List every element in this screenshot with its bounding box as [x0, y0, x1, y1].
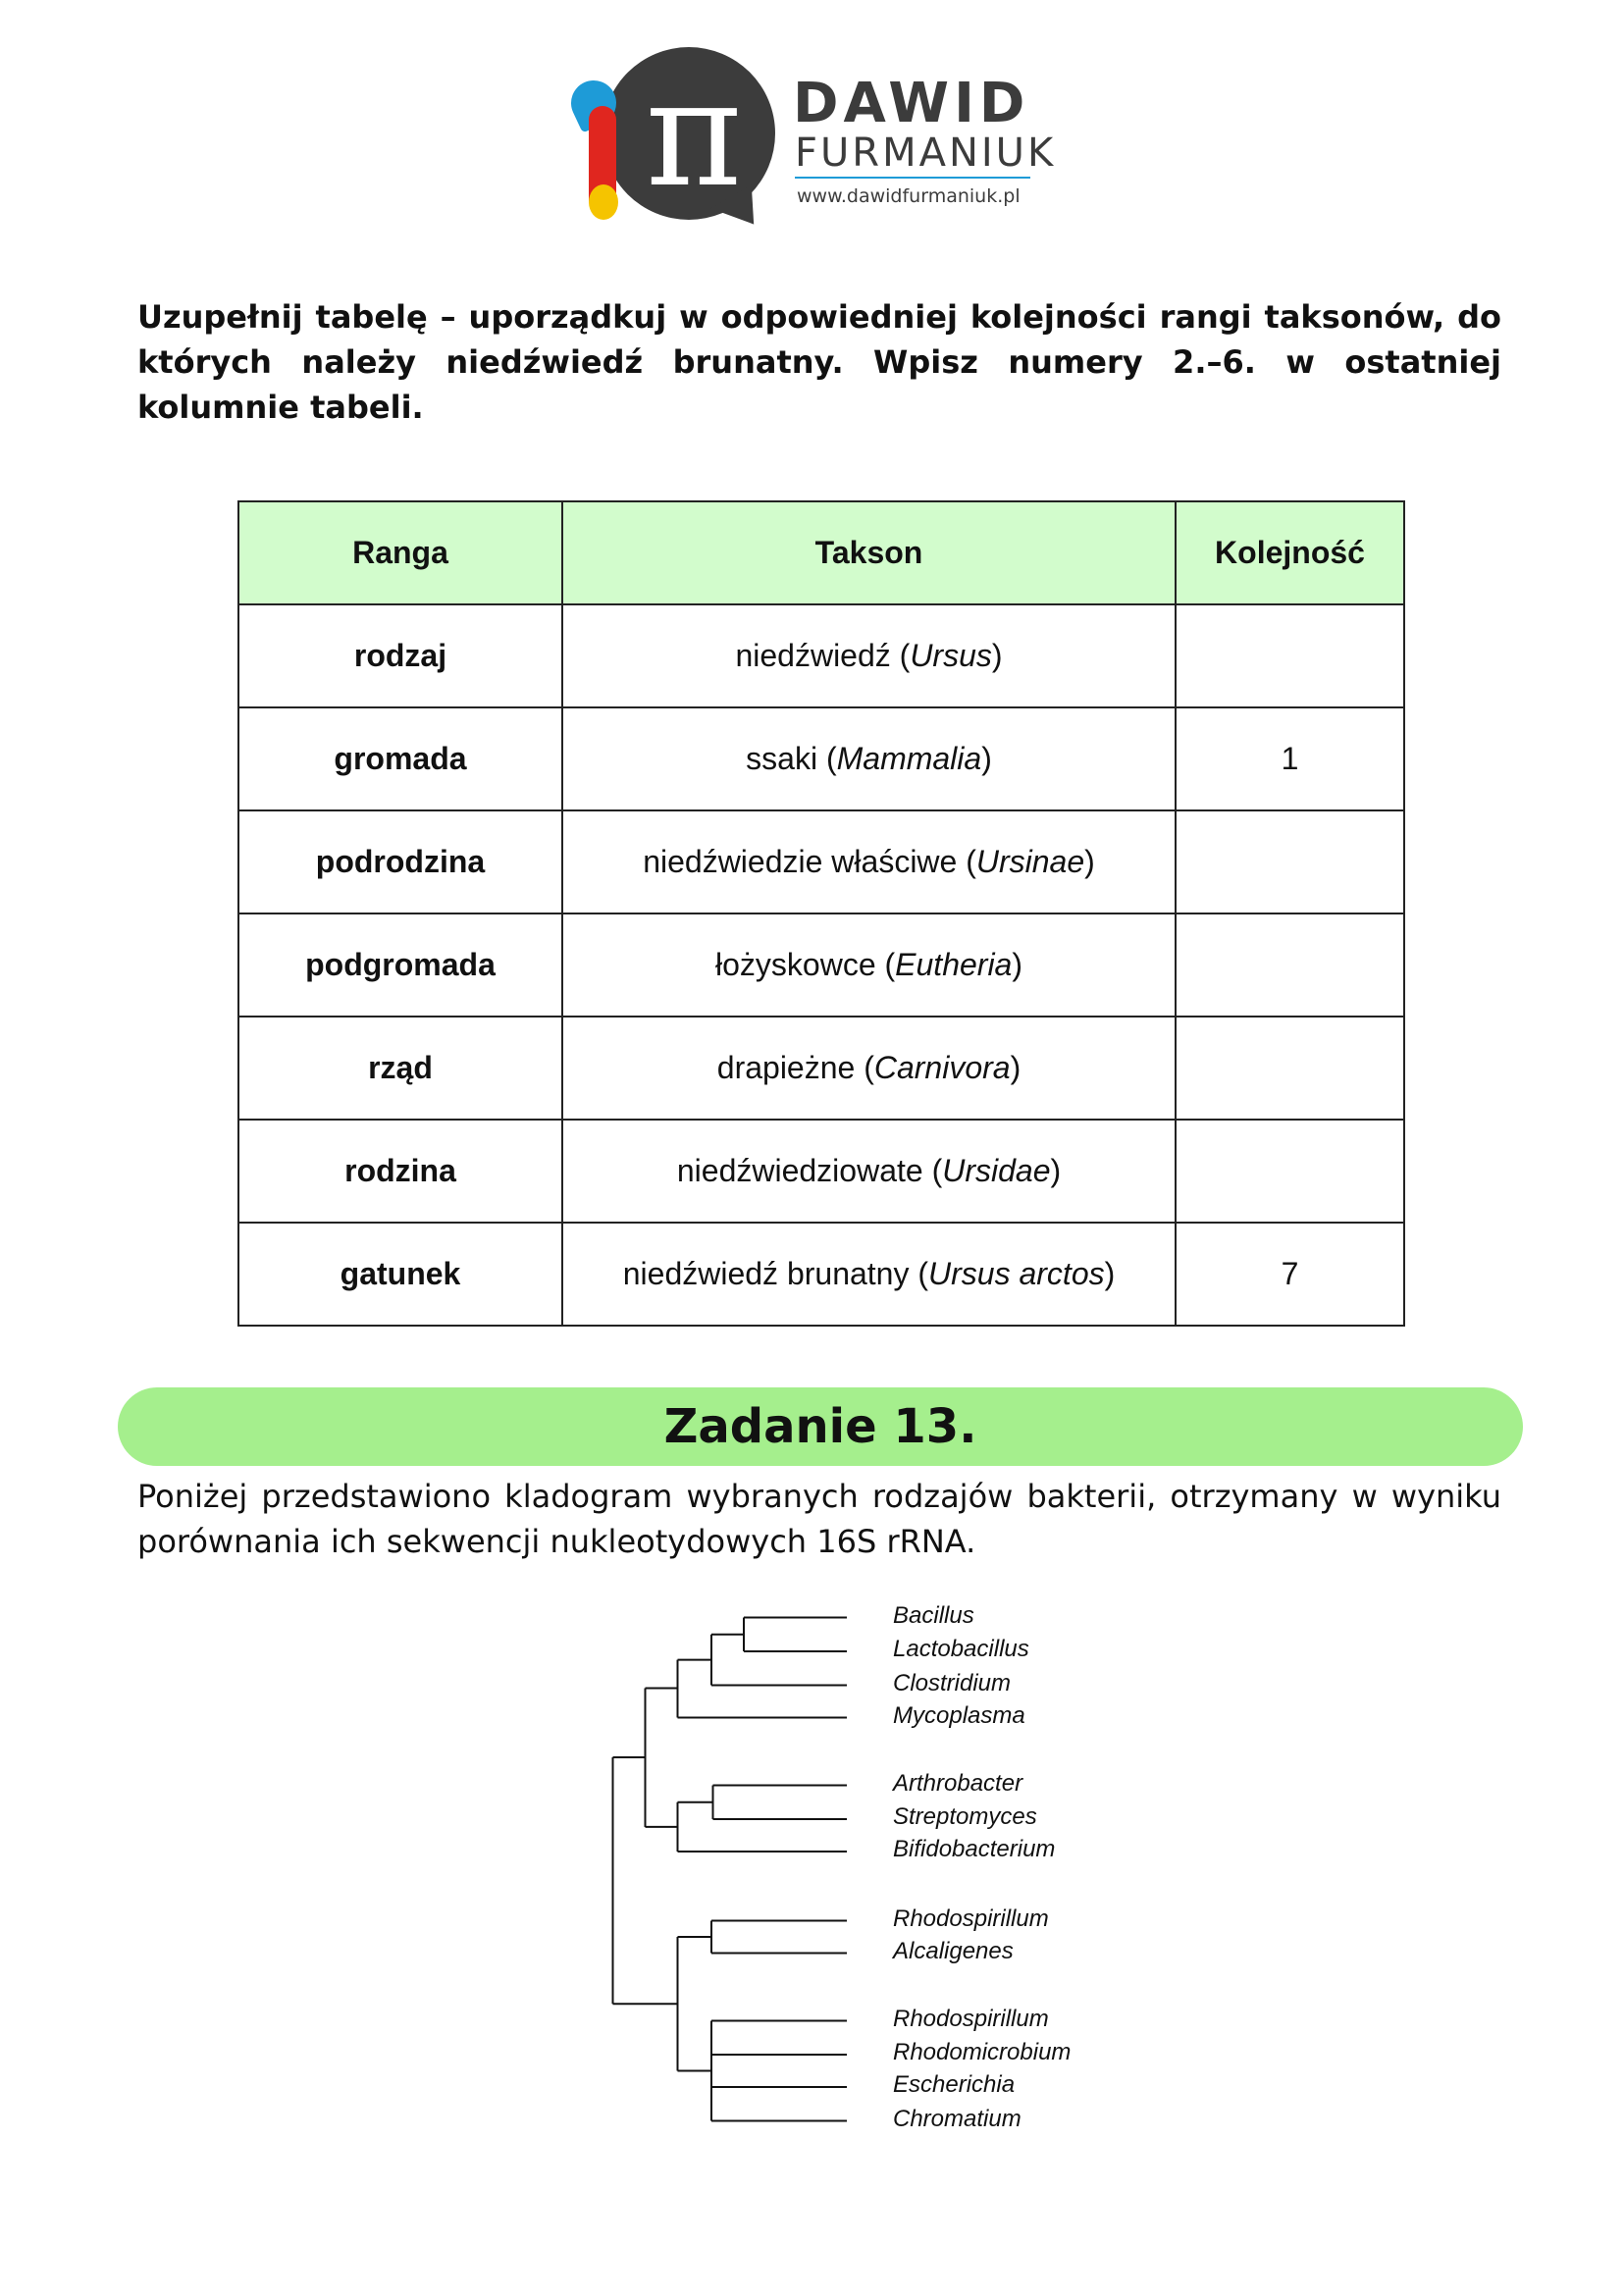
paren-open: (: [890, 638, 911, 673]
cladogram-taxon-label: Rhodospirillum: [893, 2005, 1049, 2032]
cladogram-taxon-label: Rhodomicrobium: [893, 2039, 1072, 2065]
taxon-common-name: niedźwiedziowate: [676, 1153, 923, 1188]
paren-close: ): [1104, 1256, 1116, 1291]
order-cell[interactable]: [1176, 810, 1404, 913]
task-intro: Poniżej przedstawiono kladogram wybranych rodzajów bakterii, otrzymany w wyniku porównania ich sekwencji nukleotydowych 16S rRNA.: [137, 1478, 1501, 1560]
order-cell[interactable]: [1176, 913, 1404, 1017]
brand-name: DAWID: [793, 72, 1030, 135]
cladogram-taxon-label: Rhodospirillum: [893, 1905, 1049, 1932]
rank-cell: rodzina: [238, 1120, 562, 1223]
cladogram-taxon-label: Escherichia: [893, 2071, 1016, 2098]
taxon-common-name: łożyskowce: [715, 947, 876, 982]
taxon-latin-name: Carnivora: [873, 1050, 1011, 1085]
table-header-row: [238, 501, 1404, 604]
paren-close: ): [1084, 844, 1095, 879]
rank-cell: rodzaj: [238, 604, 562, 707]
task-banner: [118, 1387, 1523, 1466]
taxon-cell: [562, 913, 1176, 1017]
task-title: Zadanie 13.: [663, 1399, 977, 1454]
order-cell[interactable]: [1176, 1120, 1404, 1223]
rank-cell: gromada: [238, 707, 562, 810]
taxon-cell: [562, 810, 1176, 913]
header-order: Kolejność: [1176, 501, 1404, 604]
paren-open: (: [909, 1256, 929, 1291]
cladogram-taxon-label: Streptomyces: [893, 1803, 1037, 1830]
cladogram: [608, 1590, 1119, 2139]
brand-url: www.dawidfurmaniuk.pl: [797, 185, 1021, 207]
paren-open: (: [875, 947, 896, 982]
taxon-common-name: niedźwiedź brunatny: [622, 1256, 910, 1291]
taxon-latin-name: Mammalia: [836, 741, 982, 776]
table-row: [238, 810, 1404, 913]
taxon-common-name: ssaki: [746, 741, 818, 776]
table-row: [238, 1223, 1404, 1326]
paren-close: ): [1050, 1153, 1062, 1188]
cladogram-taxon-label: Mycoplasma: [893, 1701, 1025, 1729]
taxon-common-name: niedźwiedzie właściwe: [643, 844, 958, 879]
paren-open: (: [957, 844, 976, 879]
order-cell[interactable]: [1176, 1017, 1404, 1120]
paren-close: ): [1010, 1050, 1022, 1085]
taxon-cell: [562, 604, 1176, 707]
brand-underline: [795, 177, 1030, 179]
table-row: [238, 913, 1404, 1017]
paren-open: (: [855, 1050, 874, 1085]
cladogram-taxon-label: Bacillus: [893, 1601, 974, 1629]
brand-surname: FURMANIUK: [795, 130, 1057, 176]
taxon-common-name: drapieżne: [716, 1050, 856, 1085]
cladogram-taxon-label: Chromatium: [893, 2105, 1022, 2132]
order-cell[interactable]: 1: [1176, 707, 1404, 810]
rank-cell: rząd: [238, 1017, 562, 1120]
paren-close: ): [1012, 947, 1022, 982]
paren-open: (: [922, 1153, 943, 1188]
header-taxon: Takson: [562, 501, 1176, 604]
logo: [569, 47, 1057, 234]
taxon-latin-name: Ursidae: [942, 1153, 1051, 1188]
taxonomy-table: [237, 500, 1405, 1327]
taxon-latin-name: Eutheria: [895, 947, 1013, 982]
header-rank: Ranga: [238, 501, 562, 604]
paren-close: ): [991, 638, 1003, 673]
taxon-latin-name: Ursus: [910, 638, 992, 673]
cladogram-taxon-label: Bifidobacterium: [893, 1836, 1056, 1862]
rank-cell: podgromada: [238, 913, 562, 1017]
rank-cell: podrodzina: [238, 810, 562, 913]
task-instruction: Uzupełnij tabelę – uporządkuj w odpowiedniej kolejności rangi taksonów, do których należy niedźwiedź brunatny. Wpisz numery 2.–6. w ostatniej kolumnie tabeli.: [137, 298, 1501, 426]
taxon-cell: [562, 1223, 1176, 1326]
taxon-latin-name: Ursus arctos: [928, 1256, 1105, 1291]
taxon-cell: [562, 707, 1176, 810]
cladogram-taxon-label: Clostridium: [893, 1669, 1012, 1696]
taxon-latin-name: Ursinae: [975, 844, 1085, 879]
table-row: [238, 1017, 1404, 1120]
taxon-cell: [562, 1017, 1176, 1120]
taxon-common-name: niedźwiedź: [735, 638, 891, 673]
table-row: [238, 604, 1404, 707]
paren-open: (: [817, 741, 837, 776]
order-cell[interactable]: 7: [1176, 1223, 1404, 1326]
taxon-cell: [562, 1120, 1176, 1223]
table-row: [238, 707, 1404, 810]
order-cell[interactable]: [1176, 604, 1404, 707]
logo-pi-icon: π: [645, 49, 743, 220]
paren-close: ): [981, 741, 992, 776]
rank-cell: gatunek: [238, 1223, 562, 1326]
logo-yellow-drop: [589, 184, 618, 220]
cladogram-taxon-label: Lactobacillus: [893, 1636, 1029, 1662]
cladogram-taxon-label: Arthrobacter: [893, 1769, 1023, 1797]
cladogram-taxon-label: Alcaligenes: [893, 1937, 1014, 1964]
table-row: [238, 1120, 1404, 1223]
